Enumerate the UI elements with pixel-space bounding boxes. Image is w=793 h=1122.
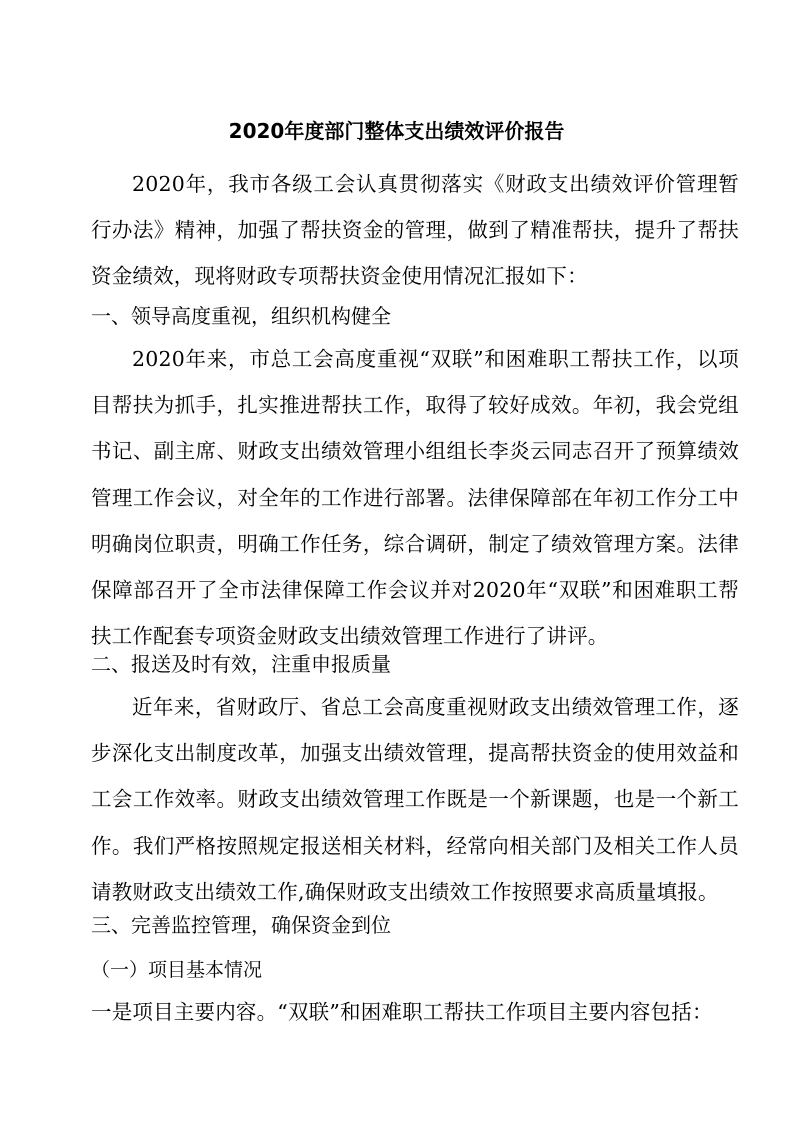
section-3-heading: 三、完善监控管理，确保资金到位: [91, 913, 391, 937]
section-1-heading: 一、领导高度重视，组织机构健全: [91, 304, 391, 328]
intro-paragraph: 2020年，我市各级工会认真贯彻落实《财政支出绩效评价管理暂行办法》精神，加强了帮扶资金的管理，做到了精准帮扶，提升了帮扶资金绩效，现将财政专项帮扶资金使用情况汇报如下：: [91, 172, 739, 289]
section-2-paragraph: 近年来，省财政厅、省总工会高度重视财政支出绩效管理工作，逐步深化支出制度改革，加强支出绩效管理，提高帮扶资金的使用效益和工会工作效率。财政支出绩效管理工作既是一个新课题，也是一个新工作。我们严格按照规定报送相关材料，经常向相关部门及相关工作人员请教财政支出绩效工作,确保财政支出绩效工作按照要求高质量填报。: [91, 695, 739, 904]
section-3-subheading: （一）项目基本情况: [91, 959, 263, 981]
section-1-paragraph: 2020年来，市总工会高度重视“双联”和困难职工帮扶工作，以项目帮扶为抓手，扎实推进帮扶工作，取得了较好成效。年初，我会党组书记、副主席、财政支出绩效管理小组组长李炎云同志召开了预算绩效管理工作会议，对全年的工作进行部署。法律保障部在年初工作分工中明确岗位职责，明确工作任务，综合调研，制定了绩效管理方案。法律保障部召开了全市法律保障工作会议并对2020年“双联”和困难职工帮扶工作配套专项资金财政支出绩效管理工作进行了讲评。: [91, 347, 739, 649]
document-title: 2020年度部门整体支出绩效评价报告: [228, 119, 565, 143]
section-3-paragraph: 一是项目主要内容。“双联”和困难职工帮扶工作项目主要内容包括：: [91, 1000, 713, 1024]
section-2-heading: 二、报送及时有效，注重申报质量: [91, 652, 391, 676]
